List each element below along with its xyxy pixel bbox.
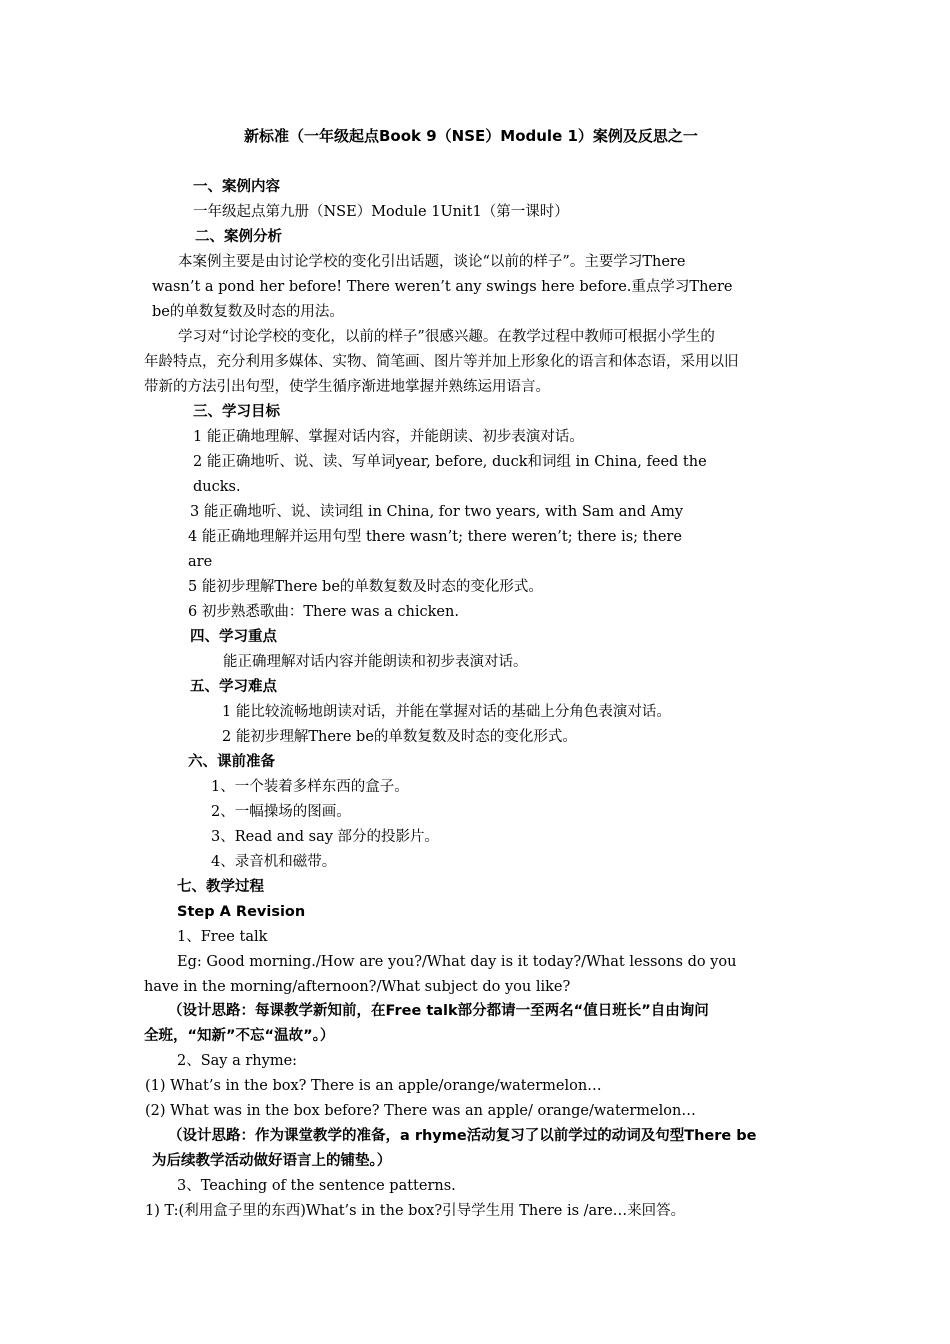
list-item: 6 初步熟悉歌曲：There was a chicken. <box>188 604 459 620</box>
paragraph-line: 带新的方法引出句型，使学生循序渐进地掌握并熟练运用语言。 <box>144 379 550 395</box>
paragraph-line: have in the morning/afternoon?/What subject do you like? <box>144 979 571 995</box>
paragraph-line: 一年级起点第九册（NSE）Module 1Unit1（第一课时） <box>193 204 569 220</box>
list-item: 4 能正确地理解并运用句型 there wasn’t; there weren’t; there is; there <box>188 529 682 545</box>
paragraph-line: 本案例主要是由讨论学校的变化引出话题，谈论“以前的样子”。主要学习There <box>178 254 686 270</box>
step-heading: Step A Revision <box>177 904 306 920</box>
paragraph-line: be的单数复数及时态的用法。 <box>152 304 344 320</box>
design-note: （设计思路：每课教学新知前，在Free talk部分都请一至两名“值日班长”自由询问 <box>168 1003 709 1019</box>
document-title: 新标准（一年级起点Book 9（NSE）Module 1）案例及反思之一 <box>244 127 698 145</box>
section-heading: 六、课前准备 <box>188 754 275 770</box>
list-item: 3 能正确地听、说、读词组 in China, for two years, with Sam and Amy <box>190 504 684 520</box>
section-heading: 四、学习重点 <box>190 629 277 645</box>
list-item: 2、一幅操场的图画。 <box>211 804 351 820</box>
section-heading: 二、案例分析 <box>195 229 282 245</box>
list-item: 3、Read and say 部分的投影片。 <box>211 829 440 845</box>
list-item: 2 能正确地听、说、读、写单词year, before, duck和词组 in China, feed the <box>193 454 707 470</box>
design-note: 为后续教学活动做好语言上的铺垫。） <box>152 1153 392 1169</box>
section-heading: 七、教学过程 <box>177 879 264 895</box>
design-note: 全班，“知新”不忘“温故”。） <box>144 1028 335 1044</box>
list-item: ducks. <box>193 479 241 495</box>
list-item: (1) What’s in the box? There is an apple/orange/watermelon… <box>145 1078 602 1094</box>
list-item: 1) T:(利用盒子里的东西)What’s in the box?引导学生用 There is /are…来回答。 <box>145 1203 686 1219</box>
paragraph-line: 3、Teaching of the sentence patterns. <box>177 1178 456 1194</box>
list-item: 1 能正确地理解、掌握对话内容，并能朗读、初步表演对话。 <box>193 429 584 445</box>
paragraph-line: 学习对“讨论学校的变化，以前的样子”很感兴趣。在教学过程中教师可根据小学生的 <box>178 329 715 345</box>
list-item: 5 能初步理解There be的单数复数及时态的变化形式。 <box>188 579 543 595</box>
paragraph-line: 2、Say a rhyme: <box>177 1053 298 1069</box>
design-note: （设计思路：作为课堂教学的准备，a rhyme活动复习了以前学过的动词及句型There be <box>168 1128 757 1144</box>
paragraph-line: 能正确理解对话内容并能朗读和初步表演对话。 <box>223 654 528 670</box>
paragraph-line: wasn’t a pond her before! There weren’t any swings here before.重点学习There <box>152 279 733 295</box>
section-heading: 一、案例内容 <box>193 179 280 195</box>
paragraph-line: 年龄特点，充分利用多媒体、实物、简笔画、图片等并加上形象化的语言和体态语，采用以旧 <box>144 354 739 370</box>
list-item: (2) What was in the box before? There was an apple/ orange/watermelon… <box>145 1103 696 1119</box>
list-item: are <box>188 554 213 570</box>
section-heading: 三、学习目标 <box>193 404 280 420</box>
list-item: 1 能比较流畅地朗读对话，并能在掌握对话的基础上分角色表演对话。 <box>222 704 671 720</box>
list-item: 1、一个装着多样东西的盒子。 <box>211 779 409 795</box>
paragraph-line: 1、Free talk <box>177 929 268 945</box>
list-item: 2 能初步理解There be的单数复数及时态的变化形式。 <box>222 729 577 745</box>
section-heading: 五、学习难点 <box>190 679 277 695</box>
paragraph-line: Eg: Good morning./How are you?/What day is it today?/What lessons do you <box>177 954 737 970</box>
list-item: 4、录音机和磁带。 <box>211 854 337 870</box>
